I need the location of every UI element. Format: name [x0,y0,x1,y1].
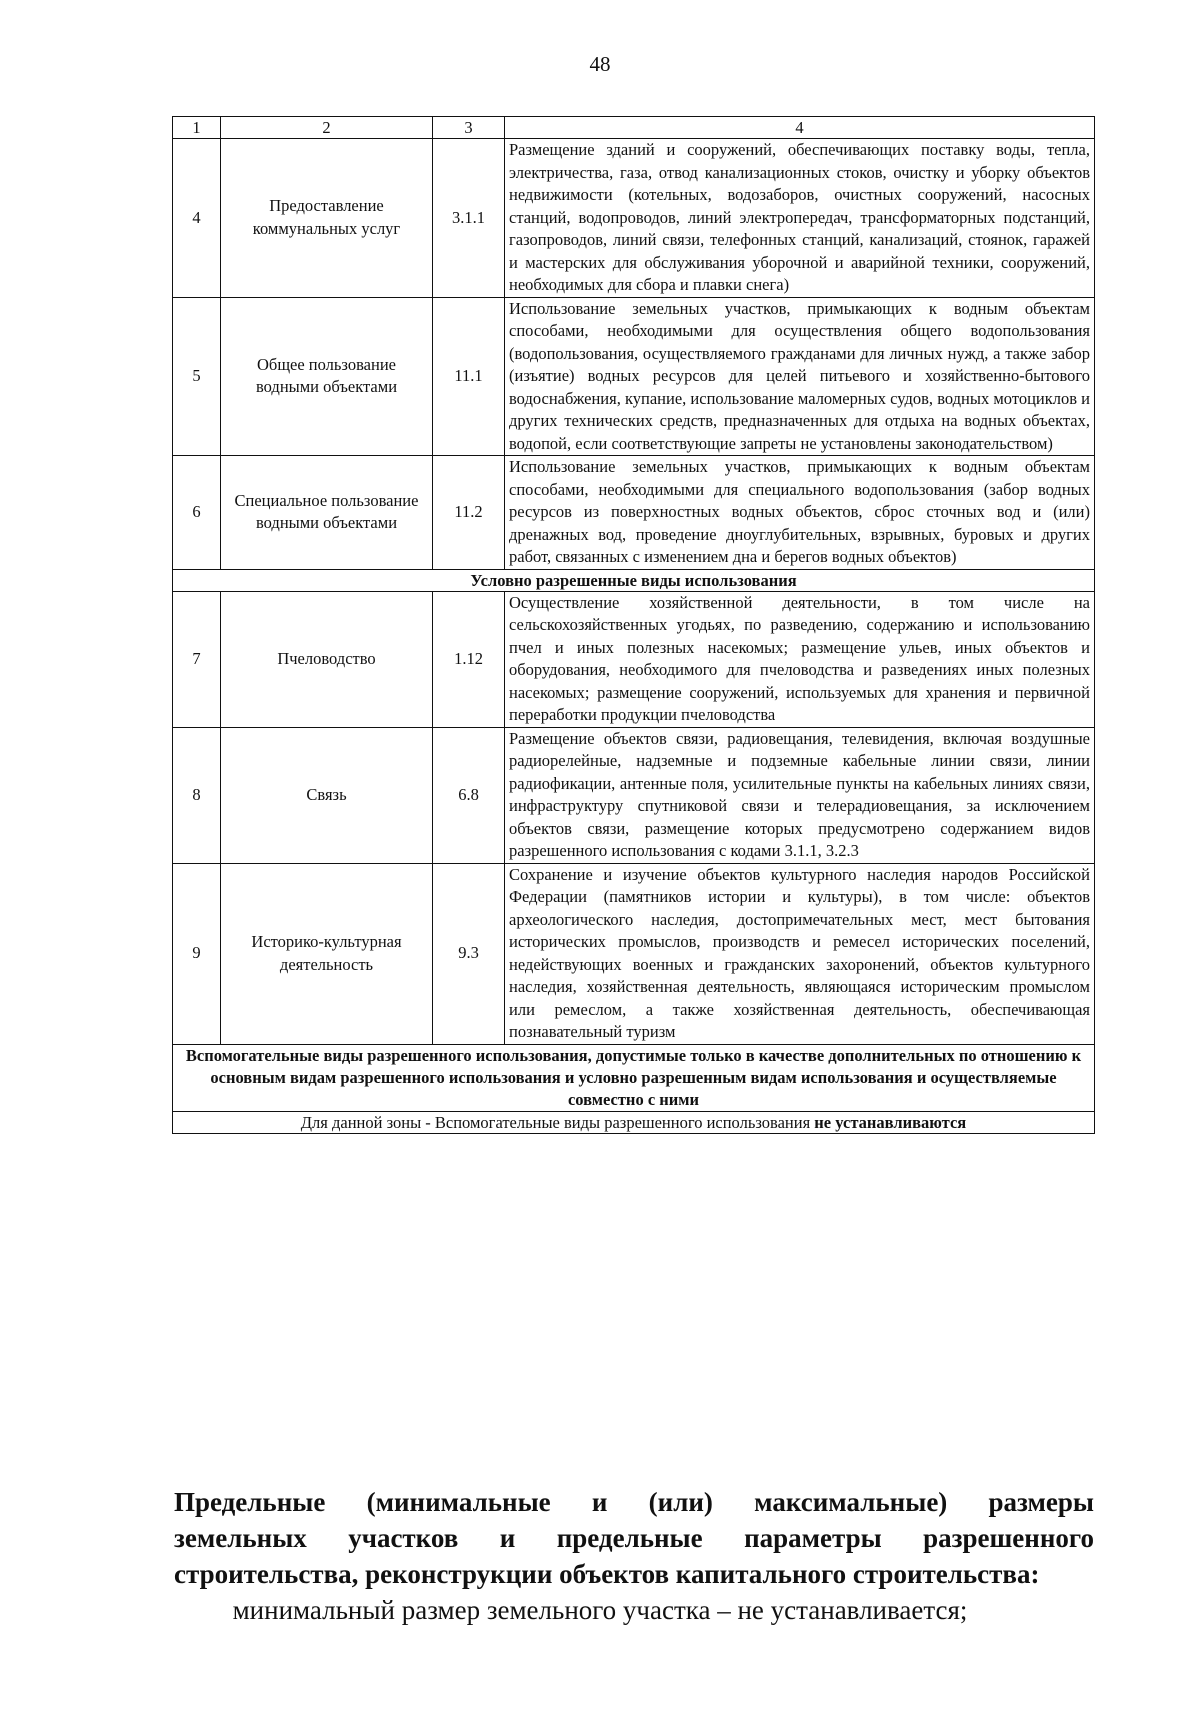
heading-line: Предельные (минимальные и (или) максимальные) размеры [174,1487,1094,1517]
use-type-name: Специальное пользование водными объектами [221,456,433,570]
use-type-description: Использование земельных участков, примыкающих к водным объектам способами, необходимыми для осуществления общего водопользования (водопользования, осуществляемого гражданами для личных нужд, а также забор (изъятие) водных ресурсов для целей питьевого и хозяйственно-бытового водоснабжения, купание, использование маломерных судов, водных мотоциклов и других технических средств, предназначенных для отдыха на водных объектах, водопой, если соответствующие запреты не установлены законодательством) [505,297,1095,456]
section-row-conditional [173,569,1095,591]
section-heading [174,1484,1094,1592]
header-col-1: 1 [173,117,221,139]
table-row [173,297,1095,456]
aux-note-emphasis: не устанавливаются [814,1112,967,1132]
use-type-code: 6.8 [433,727,505,863]
heading-line: земельных участков и предельные параметры разрешенного [174,1523,1094,1553]
table-row [173,139,1095,298]
row-number: 5 [173,297,221,456]
header-col-4: 4 [505,117,1095,139]
row-number: 4 [173,139,221,298]
use-type-code: 11.2 [433,456,505,570]
row-number: 6 [173,456,221,570]
aux-note-text: Для данной зоны - Вспомогательные виды разрешенного использования [300,1112,815,1132]
use-type-description: Размещение зданий и сооружений, обеспечивающих поставку воды, тепла, электричества, газа, отвод канализационных стоков, очистку и уборку объектов недвижимости (котельных, водозаборов, очистных сооружений, насосных станций, водопроводов, линий электропередач, трансформаторных подстанций, газопроводов, линий связи, телефонных станций, канализаций, стоянок, гаражей и мастерских для обслуживания уборочной и аварийной техники, сооружений, необходимых для сбора и плавки снега) [505,139,1095,298]
min-plot-size-text: минимальный размер земельного участка – не устанавливается; [232,1595,968,1625]
use-type-name: Предоставление коммунальных услуг [221,139,433,298]
heading-line: строительства, реконструкции объектов капитального строительства: [174,1559,1040,1589]
header-col-3: 3 [433,117,505,139]
land-use-table [172,116,1095,1134]
section-title-conditional: Условно разрешенные виды использования [173,569,1095,591]
page-number: 48 [589,52,611,76]
table-header-row [173,117,1095,139]
aux-note [173,1111,1095,1133]
use-type-description: Размещение объектов связи, радиовещания, телевидения, включая воздушные радиорелейные, надземные и подземные кабельные линии связи, линии радиофикации, антенные поля, усилительные пункты на кабельных линиях связи, инфраструктуру спутниковой связи и телерадиовещания, за исключением объектов связи, размещение которых предусмотрено содержанием видов разрешенного использования с кодами 3.1.1, 3.2.3 [505,727,1095,863]
table-row [173,727,1095,863]
use-type-name: Пчеловодство [221,591,433,727]
table-row [173,863,1095,1044]
use-type-description: Сохранение и изучение объектов культурного наследия народов Российской Федерации (памятников истории и культуры), в том числе: объектов археологического наследия, достопримечательных мест, мест бытования исторических промыслов, производств и ремесел исторических поселений, недействующих военных и гражданских захоронений, объектов культурного наследия, хозяйственная деятельность, являющаяся историческим промыслом или ремеслом, а также хозяйственная деятельность, обеспечивающая познавательный туризм [505,863,1095,1044]
table-row [173,456,1095,570]
use-type-name: Связь [221,727,433,863]
header-col-2: 2 [221,117,433,139]
use-type-code: 11.1 [433,297,505,456]
aux-note-row [173,1111,1095,1133]
use-type-name: Общее пользование водными объектами [221,297,433,456]
use-type-name: Историко-культурная деятельность [221,863,433,1044]
table-row [173,591,1095,727]
section-row-auxiliary [173,1044,1095,1111]
use-type-description: Осуществление хозяйственной деятельности, в том числе на сельскохозяйственных угодьях, по разведению, содержанию и использованию пчел и иных полезных насекомых; размещение ульев, иных объектов и оборудования, необходимого для пчеловодства и разведениях иных полезных насекомых; размещение сооружений, используемых для хранения и первичной переработки продукции пчеловодства [505,591,1095,727]
use-type-code: 3.1.1 [433,139,505,298]
section-title-auxiliary: Вспомогательные виды разрешенного использования, допустимые только в качестве дополнительных по отношению к основным видам разрешенного использования и условно разрешенным видам использования и осуществляемые совместно с ними [173,1044,1095,1111]
use-type-description: Использование земельных участков, примыкающих к водным объектам способами, необходимыми для специального водопользования (забор водных ресурсов из поверхностных водных объектов, сброс сточных вод и (или) дренажных вод, проведение дноуглубительных, взрывных, буровых и других работ, связанных с изменением дна и берегов водных объектов) [505,456,1095,570]
row-number: 9 [173,863,221,1044]
row-number: 7 [173,591,221,727]
row-number: 8 [173,727,221,863]
use-type-code: 1.12 [433,591,505,727]
use-type-code: 9.3 [433,863,505,1044]
